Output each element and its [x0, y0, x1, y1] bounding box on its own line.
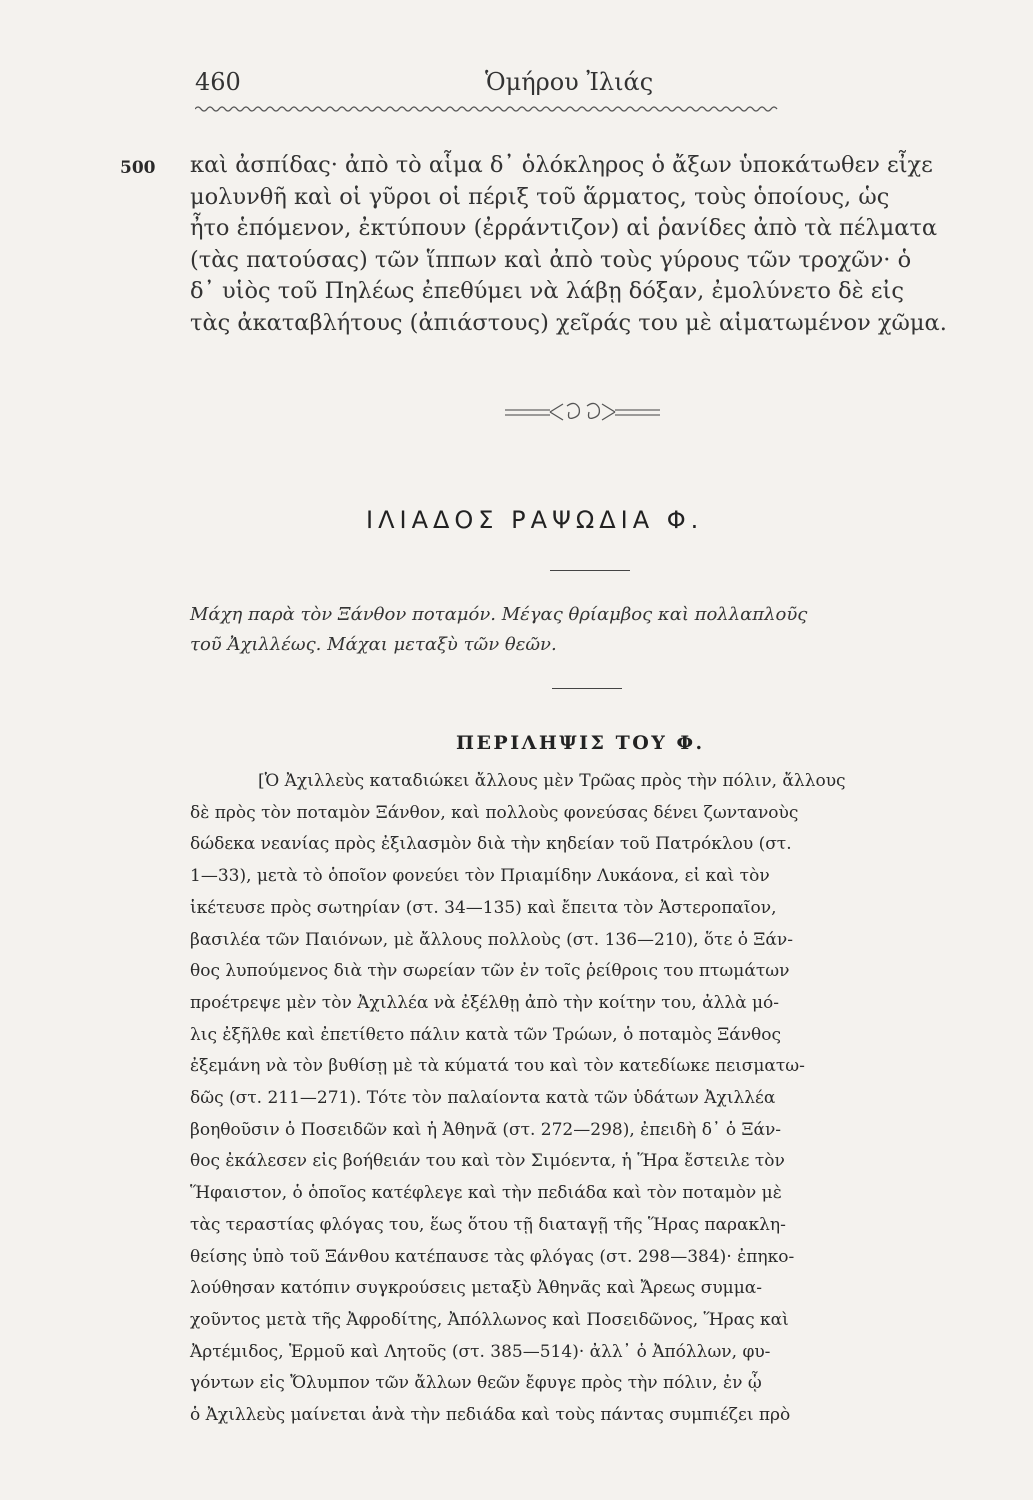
verse-line: ἦτο ἑπόμενον, ἐκτύπουν (ἐρράντιζον) αἱ ῥανίδες ἀπὸ τὰ πέλματα	[190, 215, 938, 241]
summary-line: Ἀρτέμιδος, Ἑρμοῦ καὶ Λητοῦς (στ. 385—514)· ἀλλ᾽ ὁ Ἀπόλλων, φυ-	[190, 1341, 771, 1362]
argument-block	[190, 600, 808, 660]
summary-line: ἐξεμάνη νὰ τὸν βυθίσῃ μὲ τὰ κύματά του καὶ τὸν κατεδίωκε πεισματω-	[190, 1056, 805, 1077]
page-number: 460	[195, 68, 241, 96]
verse-line: δ᾽ υἱὸς τοῦ Πηλέως ἐπεθύμει νὰ λάβῃ δόξαν, ἐμολύνετο δὲ εἰς	[190, 278, 904, 304]
verse-line: καὶ ἀσπίδας· ἀπὸ τὸ αἷμα δ᾽ ὁλόκληρος ὁ ἄξων ὑποκάτωθεν εἶχε	[190, 152, 933, 178]
verse-block	[190, 150, 947, 339]
summary-line: βοηθοῦσιν ὁ Ποσειδῶν καὶ ἡ Ἀθηνᾶ (στ. 272—298), ἐπειδὴ δ᾽ ὁ Ξάν-	[190, 1119, 782, 1140]
page-header	[195, 68, 775, 108]
summary-line: θος ἐκάλεσεν εἰς βοήθειάν του καὶ τὸν Σιμόεντα, ἡ Ἥρα ἔστειλε τὸν	[190, 1151, 785, 1172]
verse-line: τὰς ἀκαταβλήτους (ἀπιάστους) χεῖράς του μὲ αἱματωμένον χῶμα.	[190, 309, 947, 336]
summary-line: χοῦντος μετὰ τῆς Ἀφροδίτης, Ἀπόλλωνος καὶ Ποσειδῶνος, Ἥρας καὶ	[190, 1309, 789, 1330]
summary-line: ὁ Ἀχιλλεὺς μαίνεται ἀνὰ τὴν πεδιάδα καὶ τοὺς πάντας συμπιέζει πρὸ	[190, 1405, 791, 1426]
summary-line: δῶς (στ. 211—271). Τότε τὸν παλαίοντα κατὰ τῶν ὑδάτων Ἀχιλλέα	[190, 1088, 776, 1109]
rhapsody-title: ΙΛΙΑΔΟΣ ΡΑΨΩΔΙΑ Φ.	[366, 506, 704, 534]
argument-rule	[552, 688, 622, 689]
summary-line: [Ὁ Ἀχιλλεὺς καταδιώκει ἄλλους μὲν Τρῶας πρὸς τὴν πόλιν, ἄλλους	[258, 771, 846, 791]
summary-line: λούθησαν κατόπιν συγκρούσεις μεταξὺ Ἀθηνᾶς καὶ Ἄρεως συμμα-	[190, 1278, 762, 1299]
summary-line: βασιλέα τῶν Παιόνων, μὲ ἄλλους πολλοὺς (στ. 136—210), ὅτε ὁ Ξάν-	[190, 929, 793, 950]
running-title: Ὁμήρου Ἰλιάς	[485, 68, 654, 96]
verse-line: μολυνθῆ καὶ οἱ γῦροι οἱ πέριξ τοῦ ἅρματος, τοὺς ὁποίους, ὡς	[190, 183, 890, 210]
summary-line: γόντων εἰς Ὄλυμπον τῶν ἄλλων θεῶν ἔφυγε πρὸς τὴν πόλιν, ἐν ᾧ	[190, 1373, 762, 1394]
summary-line: λις ἐξῆλθε καὶ ἐπετίθετο πάλιν κατὰ τῶν Τρώων, ὁ ποταμὸς Ξάνθος	[190, 1024, 782, 1045]
margin-line-number: 500	[120, 158, 156, 178]
verse-line: (τὰς πατούσας) τῶν ἵππων καὶ ἀπὸ τοὺς γύρους τῶν τροχῶν· ὁ	[190, 246, 912, 273]
summary-line: θείσης ὑπὸ τοῦ Ξάνθου κατέπαυσε τὰς φλόγας (στ. 298—384)· ἐπηκο-	[190, 1246, 795, 1267]
summary-line: Ἥφαιστον, ὁ ὁποῖος κατέφλεγε καὶ τὴν πεδιάδα καὶ τὸν ποταμὸν μὲ	[190, 1183, 782, 1204]
summary-line: προέτρεψε μὲν τὸν Ἀχιλλέα νὰ ἐξέλθῃ ἀπὸ τὴν κοίτην του, ἀλλὰ μό-	[190, 992, 780, 1013]
ornament-divider-icon	[505, 398, 660, 428]
summary-block	[190, 766, 846, 1432]
argument-line: τοῦ Ἀχιλλέως. Μάχαι μεταξὺ τῶν θεῶν.	[190, 634, 557, 655]
summary-heading: ΠΕΡΙΛΗΨΙΣ ΤΟΥ Φ.	[456, 732, 705, 754]
summary-line: τὰς τεραστίας φλόγας του, ἕως ὅτου τῇ διαταγῇ τῆς Ἥρας παρακλη-	[190, 1214, 786, 1235]
summary-line: θος λυπούμενος διὰ τὴν σωρείαν τῶν ἐν τοῖς ῥείθροις του πτωμάτων	[190, 961, 790, 982]
wavy-header-rule	[195, 104, 780, 114]
summary-line: δώδεκα νεανίας πρὸς ἐξιλασμὸν διὰ τὴν κηδείαν τοῦ Πατρόκλου (στ.	[190, 834, 792, 855]
summary-line: δὲ πρὸς τὸν ποταμὸν Ξάνθον, καὶ πολλοὺς φονεύσας δένει ζωντανοὺς	[190, 802, 799, 823]
summary-line: 1—33), μετὰ τὸ ὁποῖον φονεύει τὸν Πριαμίδην Λυκάονα, εἰ καὶ τὸν	[190, 866, 770, 887]
argument-line: Μάχη παρὰ τὸν Ξάνθον ποταμόν. Μέγας θρίαμβος καὶ πολλαπλοῦς	[190, 604, 808, 625]
summary-line: ἱκέτευσε πρὸς σωτηρίαν (στ. 34—135) καὶ ἔπειτα τὸν Ἀστεροπαῖον,	[190, 897, 777, 918]
title-rule	[550, 570, 630, 571]
